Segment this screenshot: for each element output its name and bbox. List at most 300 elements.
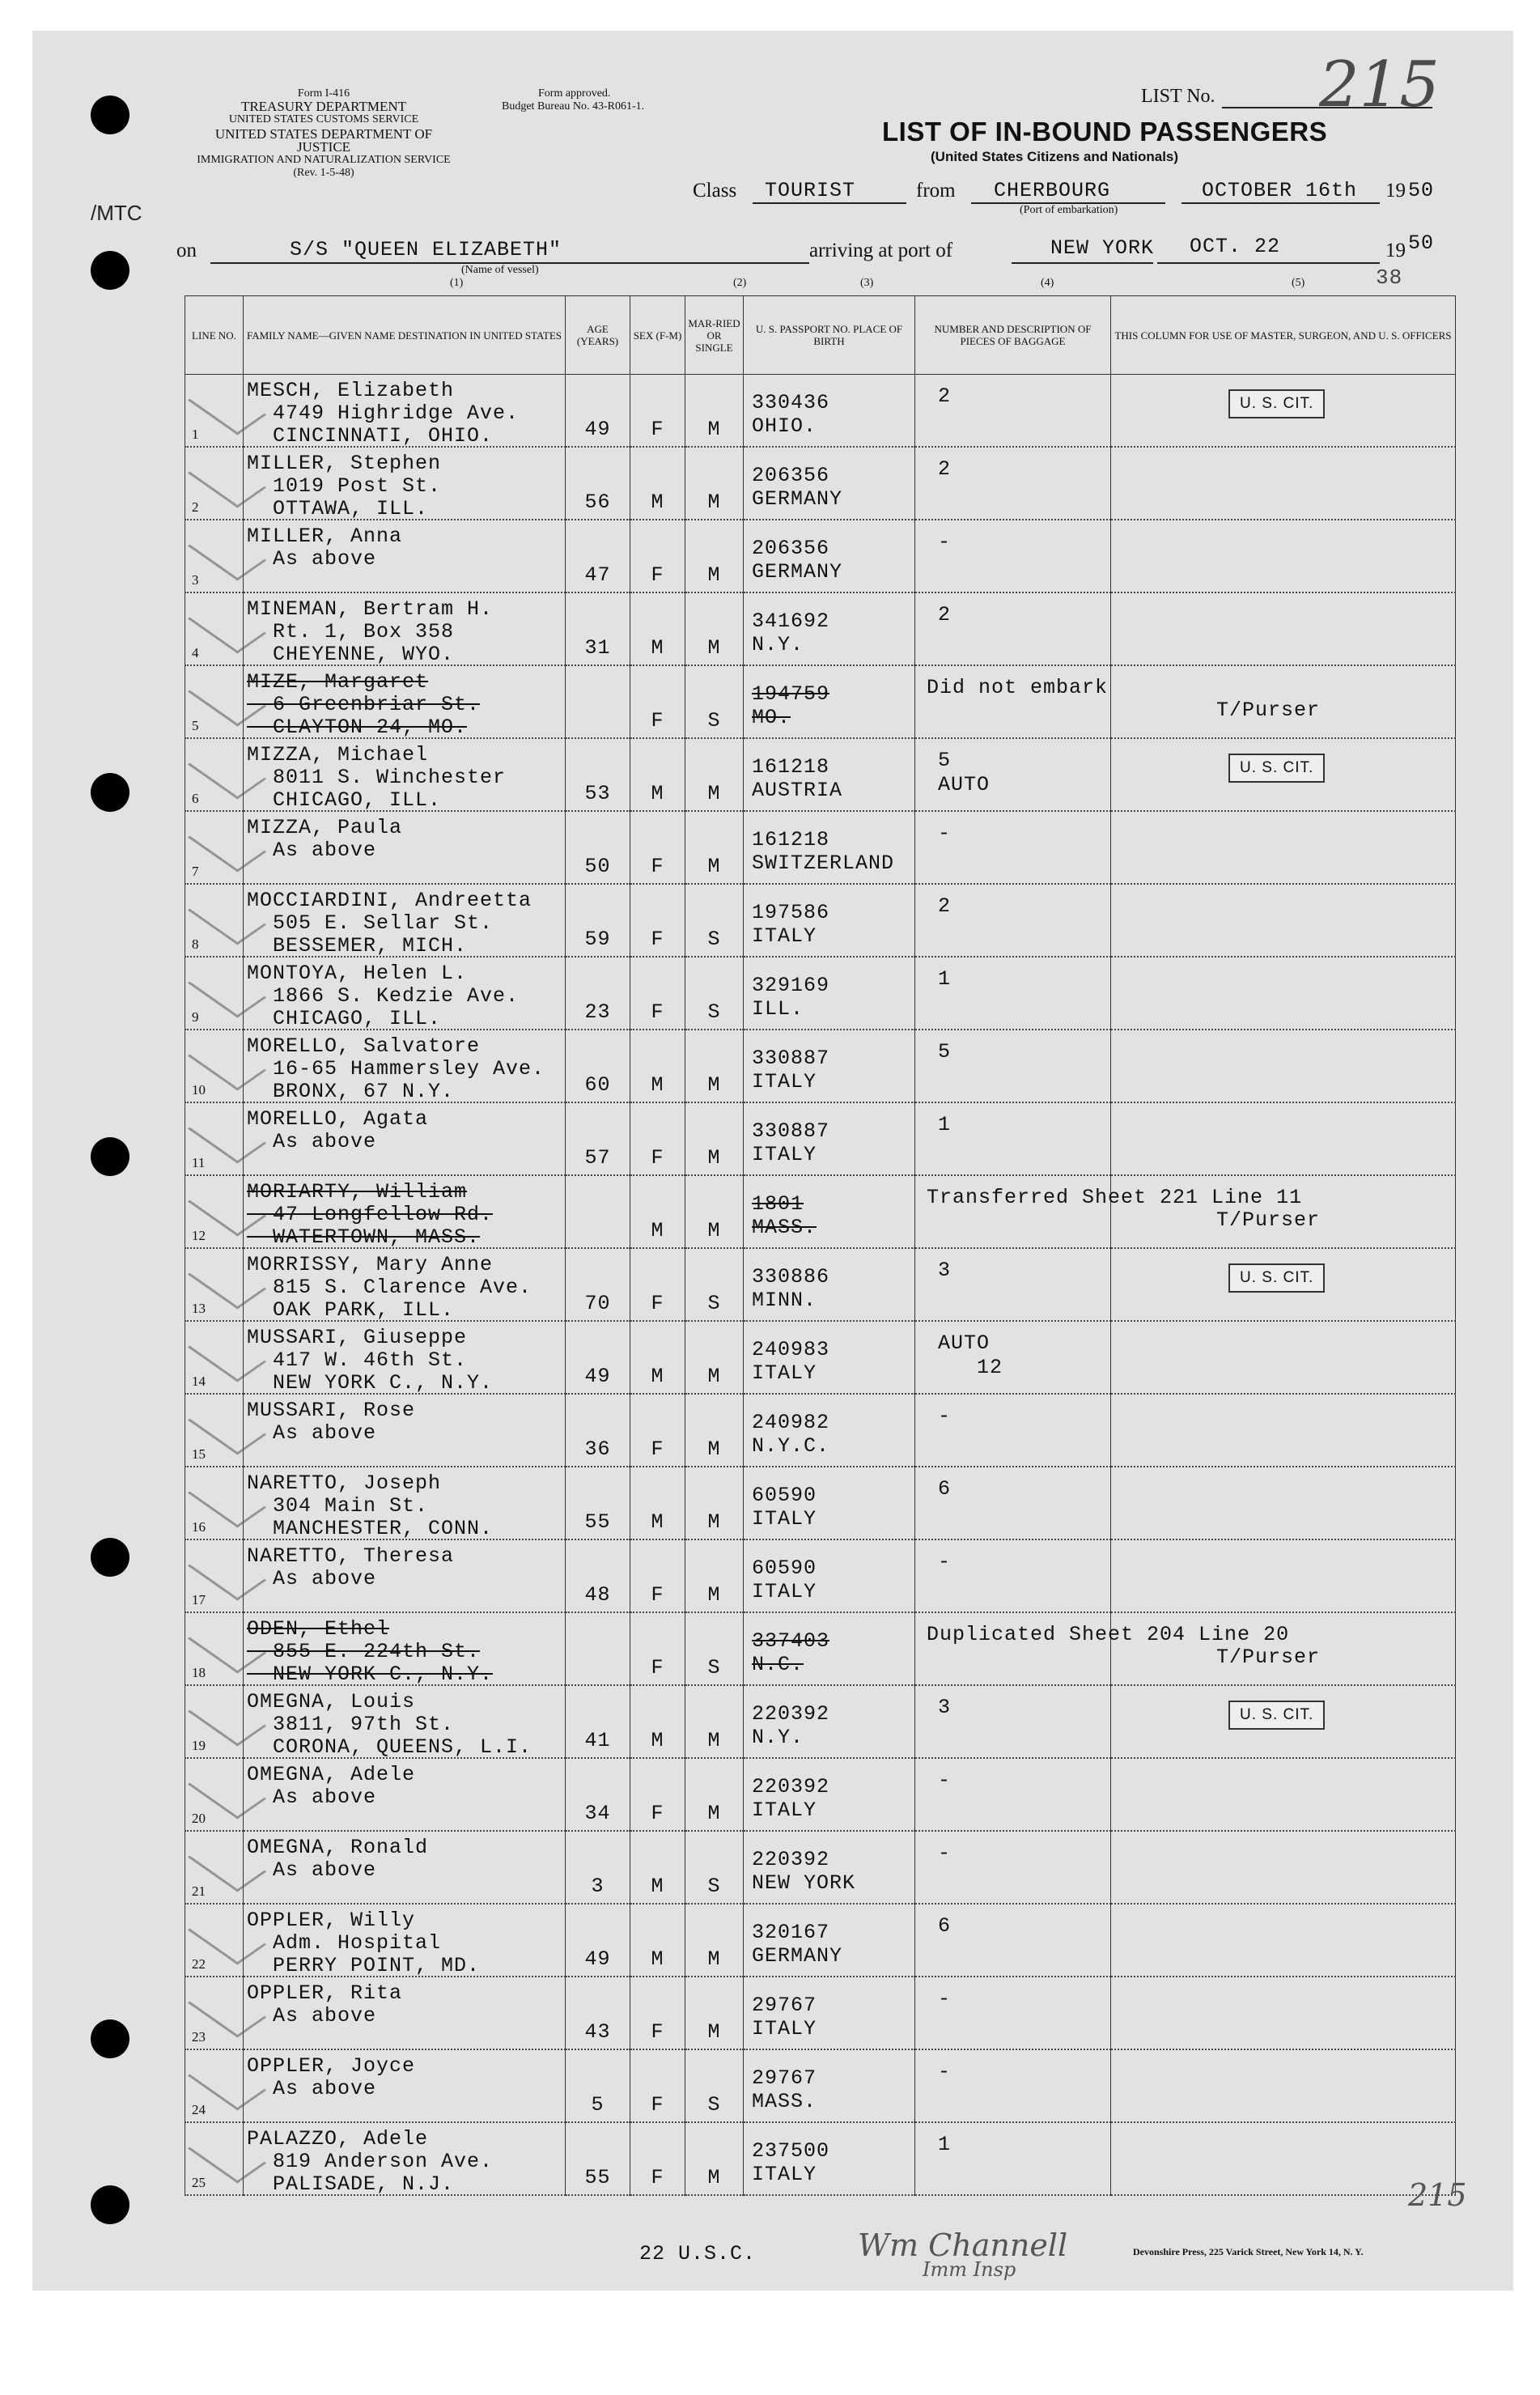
passenger-name: NARETTO, Theresa [247, 1544, 455, 1568]
baggage-value: - [938, 1550, 952, 1573]
marital-cell [685, 592, 744, 665]
baggage-value: - [938, 2060, 952, 2083]
marital-cell [685, 1904, 744, 1977]
on-label: on [176, 240, 197, 261]
age-value: 43 [584, 2020, 611, 2044]
name-cell [244, 1394, 566, 1467]
age-cell [566, 1758, 630, 1831]
passenger-name: MINEMAN, Bertram H. [247, 597, 494, 621]
passport-birthplace [752, 1484, 817, 1531]
marital-cell [685, 1977, 744, 2049]
passport-cell [744, 520, 915, 592]
passport-number: 237500 [752, 2139, 830, 2163]
sex-cell [630, 811, 685, 884]
name-cell [244, 592, 566, 665]
marital-value: M [707, 1729, 721, 1752]
baggage-value: 6 [938, 1914, 952, 1938]
marital-value: M [707, 1146, 721, 1170]
passport-birthplace [752, 1338, 829, 1385]
place-of-birth: ITALY [752, 924, 817, 948]
age-cell [566, 1030, 630, 1102]
place-of-birth: N.Y. [752, 1726, 804, 1749]
address-line: 16-65 Hammersley Ave. [247, 1057, 545, 1081]
name-cell [244, 447, 566, 520]
col-num-4: (4) [1041, 277, 1054, 289]
baggage-cell [915, 447, 1111, 520]
line-number-cell [185, 2122, 244, 2195]
age-value: 41 [584, 1729, 611, 1752]
place-of-birth: MO. [752, 706, 791, 729]
officers-cell [1111, 1394, 1456, 1467]
age-value: 49 [584, 1947, 611, 1971]
baggage-value: - [938, 1841, 952, 1865]
passenger-name-destination [247, 962, 519, 1030]
address-line: 505 E. Sellar St. [247, 911, 494, 935]
city-line: OTTAWA, ILL. [247, 497, 429, 520]
sex-cell [630, 1030, 685, 1102]
sex-value: F [651, 709, 664, 733]
baggage-value: 6 [938, 1477, 952, 1501]
marital-value: M [707, 2020, 721, 2044]
passport-birthplace [752, 537, 842, 584]
inspector-title: Imm Insp [923, 2258, 1016, 2281]
binder-hole [91, 1137, 129, 1176]
marital-value: M [707, 782, 721, 805]
passport-cell [744, 447, 915, 520]
passport-birthplace [752, 1411, 829, 1458]
age-cell [566, 1977, 630, 2049]
age-cell [566, 447, 630, 520]
place-of-birth: N.C. [752, 1653, 804, 1676]
address-line: 4749 Highridge Ave. [247, 401, 520, 425]
table-row [185, 1612, 1456, 1685]
address-line: 815 S. Clarence Ave. [247, 1276, 532, 1299]
handwritten-215: 215 [1408, 2177, 1467, 2213]
marital-value: S [707, 2093, 721, 2117]
age-value: 3 [591, 1875, 605, 1898]
line-number: 13 [192, 1301, 206, 1316]
passenger-name-destination [247, 1618, 493, 1686]
passenger-name-destination [247, 1472, 493, 1540]
passport-cell [744, 1467, 915, 1539]
age-value: 47 [584, 563, 611, 587]
table-row [185, 1248, 1456, 1321]
us-citizen-stamp: U. S. CIT. [1228, 1263, 1325, 1293]
sex-cell [630, 1394, 685, 1467]
address-line: 417 W. 46th St. [247, 1348, 468, 1372]
marital-value: S [707, 709, 721, 733]
age-cell [566, 957, 630, 1030]
place-of-birth: ITALY [752, 1070, 817, 1093]
sex-cell [630, 1831, 685, 1904]
address-line: Adm. Hospital [247, 1931, 442, 1955]
passenger-name-destination [247, 525, 402, 571]
sex-cell [630, 1248, 685, 1321]
passenger-name-destination [247, 1764, 415, 1809]
baggage-cell [915, 2122, 1111, 2195]
baggage-value: Did not embark [927, 676, 1109, 699]
sex-value: F [651, 855, 664, 878]
place-of-birth: ITALY [752, 1361, 817, 1385]
sex-value: F [651, 1000, 664, 1024]
marital-value: S [707, 1000, 721, 1024]
name-cell [244, 1904, 566, 1977]
address-line: 1019 Post St. [247, 474, 442, 498]
passport-birthplace [752, 391, 829, 438]
place-of-birth: MASS. [752, 1216, 817, 1239]
line-number-cell [185, 1467, 244, 1539]
passport-birthplace [752, 1265, 829, 1312]
passport-number: 220392 [752, 1848, 830, 1871]
table-row [185, 1758, 1456, 1831]
line-number: 15 [192, 1446, 206, 1462]
marital-value: M [707, 1219, 721, 1242]
passenger-name-destination [247, 1399, 415, 1445]
line-number-cell [185, 520, 244, 592]
passport-cell [744, 811, 915, 884]
passenger-name: MILLER, Stephen [247, 452, 442, 475]
table-row [185, 811, 1456, 884]
age-cell [566, 2049, 630, 2122]
sex-cell [630, 1467, 685, 1539]
marital-value: M [707, 636, 721, 660]
place-of-birth: SWITZERLAND [752, 851, 895, 875]
passport-number: 161218 [752, 828, 830, 851]
address-line: As above [247, 1786, 377, 1809]
passport-cell [744, 1758, 915, 1831]
line-number: 18 [192, 1665, 206, 1680]
marital-cell [685, 375, 744, 448]
binder-hole [91, 96, 129, 134]
passport-birthplace [752, 755, 842, 802]
officers-cell [1111, 738, 1456, 811]
baggage-cell [915, 1539, 1111, 1612]
embark-date: OCTOBER 16th [1202, 179, 1358, 202]
baggage-cell [915, 1030, 1111, 1102]
form-id: Form I-416 [297, 87, 350, 100]
marital-cell [685, 884, 744, 957]
city-line: CLAYTON 24, MO. [247, 716, 468, 739]
passenger-name: OPPLER, Joyce [247, 2054, 416, 2078]
purser-note: T/Purser [1216, 1208, 1321, 1232]
age-value: 59 [584, 928, 611, 951]
name-cell [244, 738, 566, 811]
baggage-cell [915, 1904, 1111, 1977]
age-value: 49 [584, 418, 611, 441]
address-line: As above [247, 2077, 377, 2100]
city-line: MANCHESTER, CONN. [247, 1517, 494, 1540]
baggage-cell [915, 1321, 1111, 1394]
line-number: 7 [192, 864, 199, 879]
embark-year: 50 [1408, 179, 1435, 202]
table-row [185, 1539, 1456, 1612]
marital-cell [685, 1758, 744, 1831]
baggage-cell [915, 1831, 1111, 1904]
sex-cell [630, 447, 685, 520]
line-number-cell [185, 884, 244, 957]
place-of-birth: MINN. [752, 1289, 817, 1312]
line-number: 16 [192, 1519, 206, 1535]
age-cell [566, 1539, 630, 1612]
officers-cell [1111, 1248, 1456, 1321]
passport-birthplace [752, 1556, 817, 1603]
address-line: 3811, 97th St. [247, 1713, 455, 1736]
age-value: 49 [584, 1365, 611, 1388]
age-value: 23 [584, 1000, 611, 1024]
table-row [185, 957, 1456, 1030]
sex-value: F [651, 1146, 664, 1170]
baggage-cell [915, 1977, 1111, 2049]
sex-value: M [651, 1219, 664, 1242]
sex-cell [630, 1904, 685, 1977]
baggage-cell [915, 2049, 1111, 2122]
address-line: As above [247, 2004, 377, 2028]
name-cell [244, 1831, 566, 1904]
passport-birthplace [752, 609, 829, 656]
officers-cell [1111, 592, 1456, 665]
city-line: PERRY POINT, MD. [247, 1954, 481, 1977]
sex-value: F [651, 1583, 664, 1607]
baggage-cell [915, 1758, 1111, 1831]
age-value: 53 [584, 782, 611, 805]
col-line-no: LINE NO. [185, 296, 244, 375]
age-value: 56 [584, 490, 611, 514]
passport-number: 329169 [752, 974, 830, 997]
line-number: 19 [192, 1738, 206, 1753]
passenger-name-destination [247, 1909, 480, 1977]
table-row [185, 665, 1456, 738]
passenger-name: OMEGNA, Louis [247, 1690, 416, 1713]
age-cell [566, 1685, 630, 1758]
marital-cell [685, 1030, 744, 1102]
passport-number: 341692 [752, 609, 830, 633]
place-of-birth: AUSTRIA [752, 779, 843, 802]
city-line: CHICAGO, ILL. [247, 1007, 442, 1030]
officers-cell [1111, 1102, 1456, 1175]
line-number: 12 [192, 1228, 206, 1243]
passport-cell [744, 1102, 915, 1175]
passport-birthplace [752, 464, 842, 511]
marital-cell [685, 1685, 744, 1758]
col-name-destination: FAMILY NAME—GIVEN NAME DESTINATION IN UNITED STATES [244, 296, 566, 375]
port-embark-caption: (Port of embarkation) [1020, 204, 1118, 216]
line-number-cell [185, 1175, 244, 1248]
col-officers: THIS COLUMN FOR USE OF MASTER, SURGEON, AND U. S. OFFICERS [1111, 296, 1456, 375]
age-cell [566, 1102, 630, 1175]
year-prefix: 19 [1385, 180, 1406, 202]
city-line: CHEYENNE, WYO. [247, 643, 455, 666]
passenger-name: OPPLER, Willy [247, 1909, 416, 1932]
passenger-name: PALAZZO, Adele [247, 2127, 429, 2151]
address-line: As above [247, 1130, 377, 1153]
marital-cell [685, 1612, 744, 1685]
age-cell [566, 884, 630, 957]
line-number-cell [185, 665, 244, 738]
sex-value: M [651, 490, 664, 514]
baggage-value: - [938, 530, 952, 554]
baggage-cell [915, 1102, 1111, 1175]
place-of-birth: ITALY [752, 1507, 817, 1531]
baggage-value: Duplicated Sheet 204 Line 20 [927, 1623, 1290, 1646]
passport-birthplace [752, 1119, 829, 1166]
city-line: CINCINNATI, OHIO. [247, 424, 494, 448]
age-cell [566, 738, 630, 811]
line-number-cell [185, 1030, 244, 1102]
line-number-cell [185, 592, 244, 665]
marital-value: M [707, 2166, 721, 2189]
sex-value: M [651, 1510, 664, 1534]
col-sex: SEX (F-M) [630, 296, 685, 375]
line-number-cell [185, 1102, 244, 1175]
col-num-3: (3) [860, 277, 874, 289]
sex-cell [630, 1175, 685, 1248]
age-value: 31 [584, 636, 611, 660]
line-number-cell [185, 375, 244, 448]
name-cell [244, 1977, 566, 2049]
line-number: 21 [192, 1883, 206, 1899]
passport-cell [744, 1248, 915, 1321]
passenger-name-destination [247, 744, 506, 812]
name-cell [244, 884, 566, 957]
table-row [185, 1321, 1456, 1394]
name-cell [244, 1539, 566, 1612]
line-number-cell [185, 447, 244, 520]
baggage-value: 3 [938, 1259, 952, 1282]
officers-cell [1111, 447, 1456, 520]
marital-cell [685, 738, 744, 811]
sex-cell [630, 957, 685, 1030]
age-cell [566, 1394, 630, 1467]
arriving-label: arriving at port of [809, 240, 953, 261]
passport-cell [744, 957, 915, 1030]
passenger-name-destination [247, 1035, 545, 1103]
age-cell [566, 1612, 630, 1685]
passport-number: 240983 [752, 1338, 830, 1361]
sex-cell [630, 738, 685, 811]
passenger-name: NARETTO, Joseph [247, 1471, 442, 1495]
table-row [185, 447, 1456, 520]
officers-cell [1111, 375, 1456, 448]
name-cell [244, 1030, 566, 1102]
address-line: 47 Longfellow Rd. [247, 1203, 494, 1226]
sex-value: M [651, 1947, 664, 1971]
name-cell [244, 957, 566, 1030]
marital-value: M [707, 418, 721, 441]
place-of-birth: GERMANY [752, 487, 843, 511]
passenger-name-destination [247, 380, 519, 448]
table-row [185, 1030, 1456, 1102]
age-value: 60 [584, 1073, 611, 1097]
col-married: MAR-RIED OR SINGLE [685, 296, 744, 375]
table-row [185, 1831, 1456, 1904]
baggage-value: 1 [938, 1113, 952, 1136]
purser-note: T/Purser [1216, 1646, 1321, 1669]
passport-number: 197586 [752, 901, 830, 924]
table-row [185, 520, 1456, 592]
baggage-value: 5 AUTO [938, 749, 991, 796]
sex-value: F [651, 1292, 664, 1315]
passport-cell [744, 1685, 915, 1758]
passport-cell [744, 1612, 915, 1685]
officers-cell [1111, 957, 1456, 1030]
officers-cell [1111, 884, 1456, 957]
form-id-block [194, 87, 453, 180]
name-cell [244, 1467, 566, 1539]
baggage-value: 2 [938, 384, 952, 408]
name-cell [244, 1685, 566, 1758]
binder-hole [91, 2185, 129, 2224]
age-cell [566, 665, 630, 738]
line-number: 4 [192, 645, 199, 660]
officers-cell [1111, 2049, 1456, 2122]
address-line: As above [247, 1567, 377, 1590]
place-of-birth: ITALY [752, 1798, 817, 1822]
passenger-name-destination [247, 1982, 402, 2028]
city-line: PALISADE, N.J. [247, 2172, 455, 2196]
passport-cell [744, 1539, 915, 1612]
marital-cell [685, 1175, 744, 1248]
passenger-name-destination [247, 890, 532, 958]
sex-value: F [651, 563, 664, 587]
passport-number: 320167 [752, 1921, 830, 1944]
binder-hole [91, 773, 129, 812]
passenger-name: MUSSARI, Rose [247, 1399, 416, 1422]
line-number: 9 [192, 1009, 199, 1025]
address-line: As above [247, 1858, 377, 1882]
sex-value: M [651, 782, 664, 805]
passport-cell [744, 1904, 915, 1977]
passenger-name-destination [247, 671, 480, 739]
age-cell [566, 1321, 630, 1394]
passport-birthplace [752, 828, 894, 875]
passport-number: 60590 [752, 1556, 817, 1580]
passport-birthplace [752, 1994, 817, 2040]
passport-number: 29767 [752, 1994, 817, 2017]
line-number-cell [185, 1539, 244, 1612]
sex-cell [630, 1539, 685, 1612]
sex-cell [630, 2122, 685, 2195]
marital-value: M [707, 1073, 721, 1097]
sex-cell [630, 1612, 685, 1685]
marital-cell [685, 957, 744, 1030]
passport-cell [744, 738, 915, 811]
name-cell [244, 811, 566, 884]
name-cell [244, 2122, 566, 2195]
line-number-cell [185, 1758, 244, 1831]
inspector-signature: Wm Channell [858, 2227, 1068, 2263]
port-of-embarkation: CHERBOURG [994, 179, 1111, 202]
baggage-value: 5 [938, 1040, 952, 1064]
passenger-name-destination [247, 1327, 493, 1395]
line-number-cell [185, 1612, 244, 1685]
age-value: 34 [584, 1802, 611, 1825]
age-cell [566, 1175, 630, 1248]
sex-value: M [651, 1073, 664, 1097]
baggage-value: - [938, 1769, 952, 1792]
table-row [185, 2049, 1456, 2122]
baggage-cell [915, 1467, 1111, 1539]
passenger-name: MIZZA, Paula [247, 816, 403, 839]
city-line: BRONX, 67 N.Y. [247, 1080, 455, 1103]
line-number-cell [185, 2049, 244, 2122]
document-title: LIST OF IN-BOUND PASSENGERS [882, 117, 1328, 147]
place-of-birth: GERMANY [752, 560, 843, 584]
officers-cell [1111, 1904, 1456, 1977]
passport-birthplace [752, 1848, 855, 1895]
age-cell [566, 2122, 630, 2195]
sex-cell [630, 1977, 685, 2049]
baggage-value: 2 [938, 603, 952, 626]
